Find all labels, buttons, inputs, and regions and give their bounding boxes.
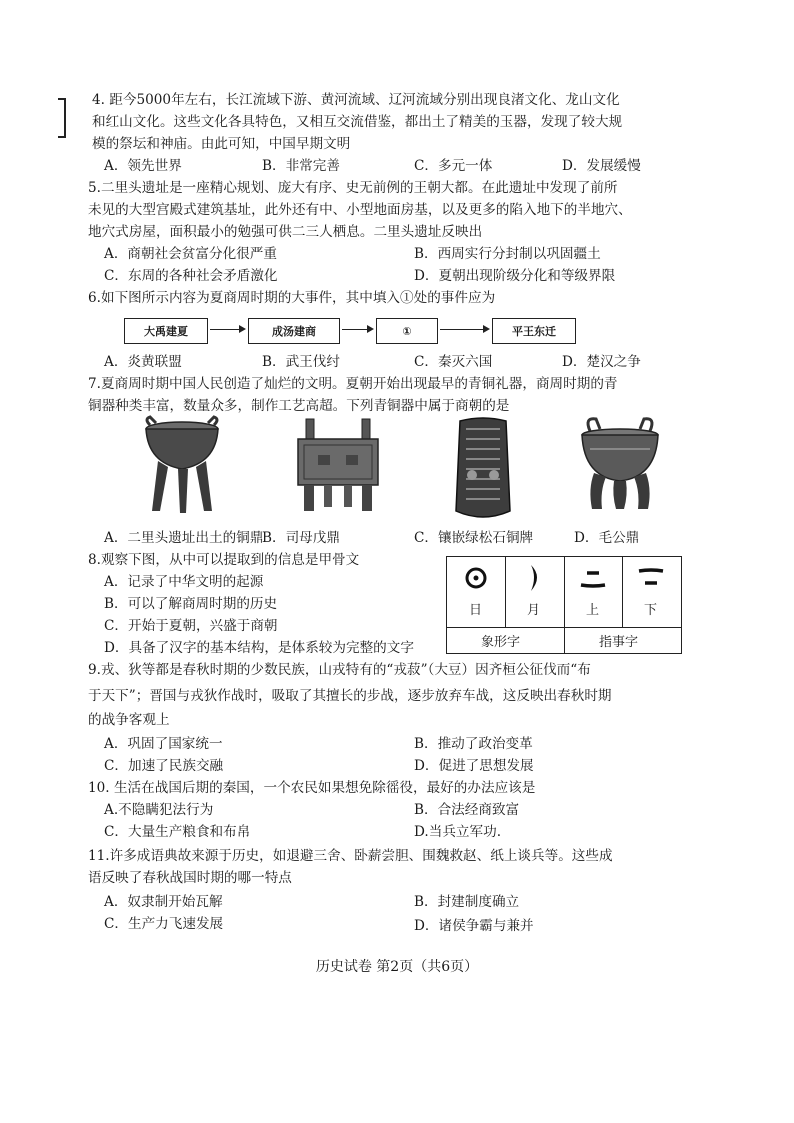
flow-arrow-2 [342,329,372,330]
q4-option-b: B．非常完善 [262,158,340,174]
q5-line-2: 未见的大型宫殿式建筑基址，此外还有中、小型地面房基，以及更多的陷入地下的半地穴、 [88,202,632,218]
flow-arrow-3 [440,329,488,330]
group-pictograph: 象形字 [481,635,521,650]
q5-option-c: C．东周的各种社会矛盾激化 [104,268,278,284]
q5-option-b: B．西周实行分封制以巩固疆土 [414,246,601,262]
bronze-turquoise-plaque-image [450,415,516,525]
q6-option-c: C．秦灭六国 [414,354,493,370]
q8-option-d: D．具备了汉字的基本结构，是体系较为完整的文字 [104,640,414,656]
q5-line-1: 5.二里头遗址是一座精心规划、庞大有序、史无前例的王朝大都。在此遗址中发现了前所 [88,180,618,196]
group-indicative: 指事字 [599,635,639,650]
q8-line-1: 8.观察下图，从中可以提取到的信息是甲骨文 [88,552,360,568]
q4-line-3: 模的祭坛和神庙。由此可知，中国早期文明 [92,136,351,152]
q4-option-a: A．领先世界 [104,158,182,174]
char-moon: 月 [527,603,541,618]
moon-glyph-icon [525,563,545,593]
q10-option-a: A.不隐瞒犯法行为 [104,802,214,818]
flow-box-4: 平王东迁 [492,318,576,344]
down-glyph-icon [635,567,667,589]
q8-option-b: B．可以了解商周时期的历史 [104,596,278,612]
sun-glyph-icon [463,565,489,591]
page-footer: 历史试卷 第2页（共6页） [315,959,479,975]
q5-option-d: D．夏朝出现阶级分化和等级界限 [414,268,616,284]
q11-option-c: C．生产力飞速发展 [104,916,224,932]
oracle-bone-table [446,556,682,654]
char-sun: 日 [469,603,483,618]
char-up: 上 [586,603,600,618]
q4-line-1: 4. 距今5000年左右，长江流域下游、黄河流域、辽河流域分别出现良渚文化、龙山文化 [92,92,620,108]
q7-option-b: B．司母戊鼎 [262,530,340,546]
q9-option-d: D．促进了思想发展 [414,758,534,774]
q6-option-b: B．武王伐纣 [262,354,340,370]
q5-option-a: A．商朝社会贫富分化很严重 [104,246,277,262]
q9-line-2: 于天下”；晋国与戎狄作战时，吸取了其擅长的步战，逐步放弃车战，这反映出春秋时期 [88,688,612,704]
q11-line-2: 语反映了春秋战国时期的哪一特点 [88,870,292,886]
flow-arrow-1 [210,329,244,330]
q10-option-c: C．大量生产粮食和布帛 [104,824,251,840]
q9-option-a: A．巩固了国家统一 [104,736,223,752]
q7-option-c: C．镶嵌绿松石铜牌 [414,530,534,546]
q9-option-b: B．推动了政治变革 [414,736,533,752]
q10-line-1: 10. 生活在战国后期的秦国，一个农民如果想免除徭役，最好的办法应该是 [88,780,536,796]
q11-option-b: B．封建制度确立 [414,894,520,910]
flow-box-1: 大禹建夏 [124,318,208,344]
q11-option-d: D．诸侯争霸与兼并 [414,918,534,934]
q6-option-d: D．楚汉之争 [562,354,641,370]
q10-option-d: D.当兵立军功. [414,824,502,840]
bronze-maogong-ding-image [576,415,664,515]
q6-line-1: 6.如下图所示内容为夏商周时期的大事件，其中填入①处的事件应为 [88,290,496,306]
q7-option-a: A．二里头遗址出土的铜鼎 [104,530,264,546]
q9-line-1: 9.戎、狄等都是春秋时期的少数民族，山戎特有的“戎菽”（大豆）因齐桓公征伐而“布 [88,662,591,678]
q10-option-b: B．合法经商致富 [414,802,520,818]
q8-option-a: A．记录了中华文明的起源 [104,574,264,590]
flow-box-3: ① [376,318,438,344]
q9-line-3: 的战争客观上 [88,712,170,728]
q8-option-c: C．开始于夏朝，兴盛于商朝 [104,618,278,634]
q4-option-c: C．多元一体 [414,158,493,174]
bronze-simuwu-ding-image [288,415,388,515]
q11-line-1: 11.许多成语典故来源于历史，如退避三舍、卧薪尝胆、围魏救赵、纸上谈兵等。这些成 [88,848,613,864]
binding-bracket [58,98,66,138]
q7-option-d: D．毛公鼎 [574,530,640,546]
up-glyph-icon [577,567,609,589]
q9-option-c: C．加速了民族交融 [104,758,224,774]
char-down: 下 [644,603,658,618]
q6-option-a: A．炎黄联盟 [104,354,182,370]
q5-line-3: 地穴式房屋，面积最小的勉强可供二三人栖息。二里头遗址反映出 [88,224,483,240]
q4-line-2: 和红山文化。这些文化各具特色，又相互交流借鉴，都出土了精美的玉器，发现了较大规 [92,114,623,130]
q4-option-d: D．发展缓慢 [562,158,641,174]
flow-box-2: 成汤建商 [248,318,340,344]
q11-option-a: A．奴隶制开始瓦解 [104,894,223,910]
bronze-ding-erlitou-image [136,415,228,515]
q7-line-2: 铜器种类丰富，数量众多，制作工艺高超。下列青铜器中属于商朝的是 [88,398,510,414]
q7-line-1: 7.夏商周时期中国人民创造了灿烂的文明。夏朝开始出现最早的青铜礼器，商周时期的青 [88,376,618,392]
